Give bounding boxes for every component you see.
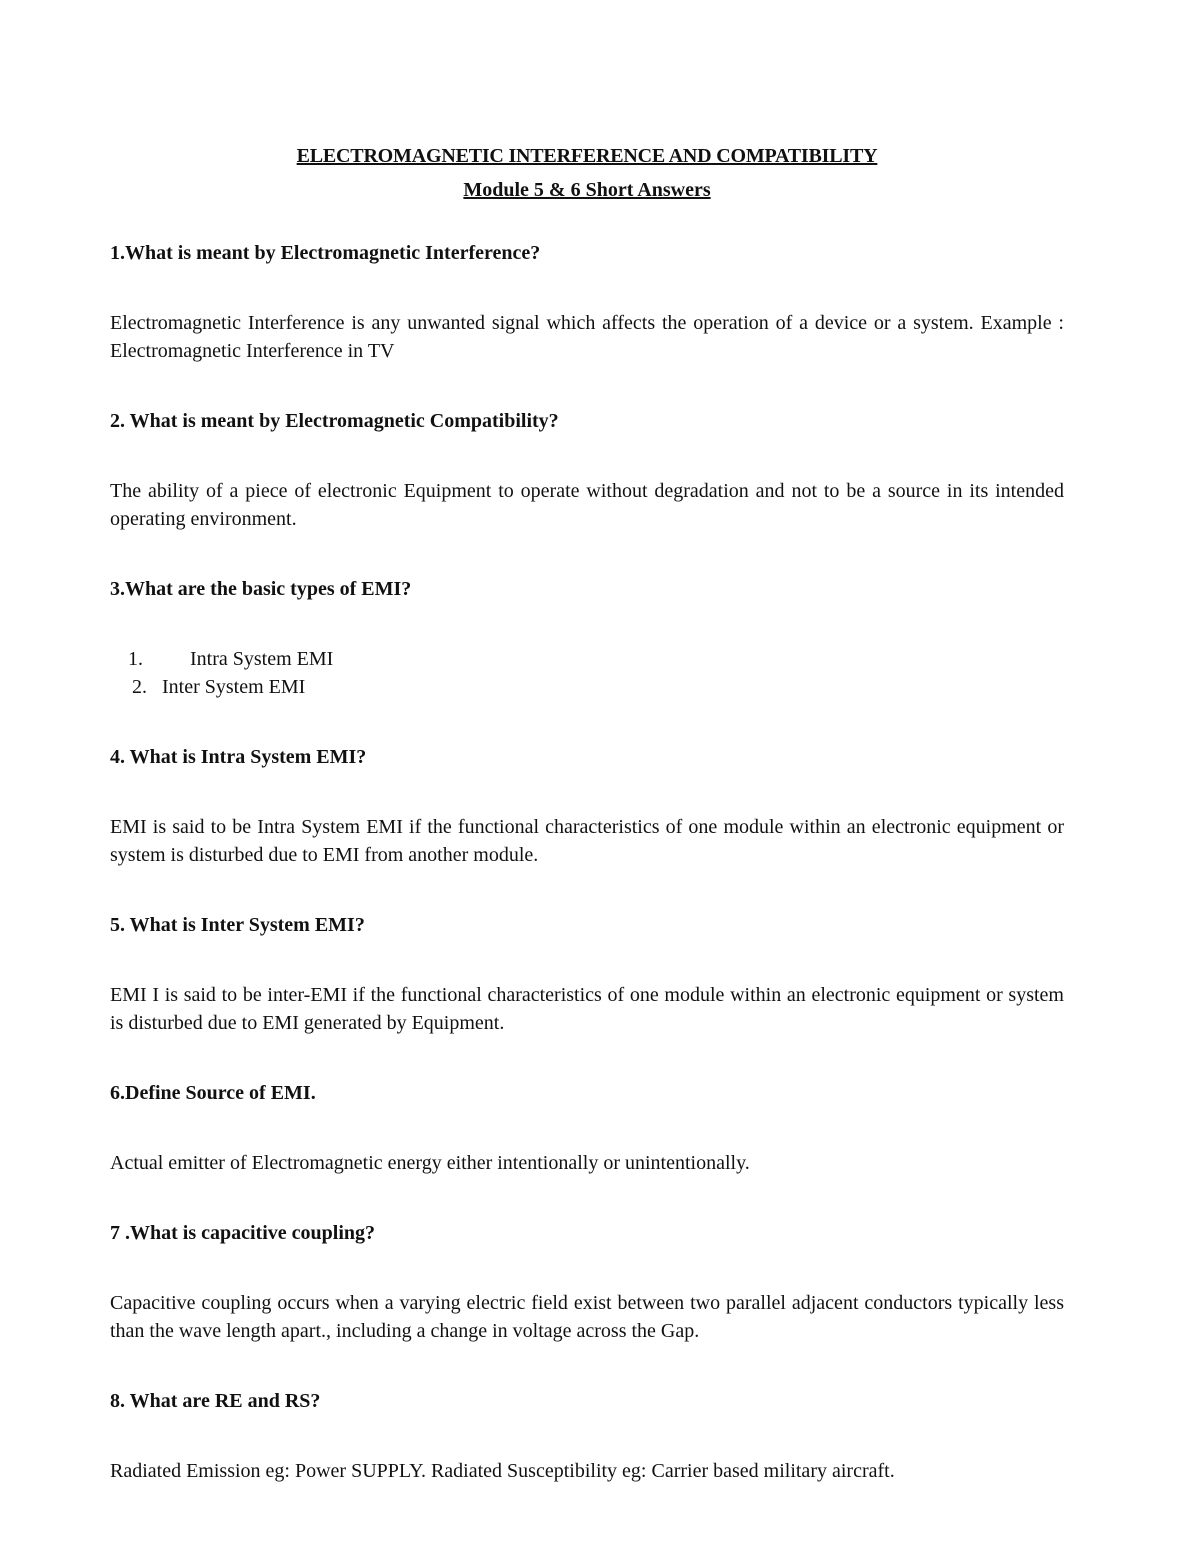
document-page	[110, 142, 1064, 1485]
answer-5: EMI I is said to be inter-EMI if the functional characteristics of one module within an electronic equipment or system is disturbed due to EMI generated by Equipment.	[110, 984, 1064, 1034]
answer-4: EMI is said to be Intra System EMI if the functional characteristics of one module within an electronic equipment or system is disturbed due to EMI from another module.	[110, 816, 1064, 866]
list-item	[110, 673, 1064, 701]
document-title: ELECTROMAGNETIC INTERFERENCE AND COMPATIBILITY	[296, 145, 878, 167]
emi-types-list	[110, 645, 1064, 701]
question-5: 5. What is Inter System EMI?	[110, 914, 365, 936]
question-1: 1.What is meant by Electromagnetic Interference?	[110, 242, 541, 264]
list-item-number: 1.	[128, 648, 143, 670]
question-8: 8. What are RE and RS?	[110, 1390, 321, 1412]
question-2: 2. What is meant by Electromagnetic Compatibility?	[110, 410, 559, 432]
answer-8: Radiated Emission eg: Power SUPPLY. Radiated Susceptibility eg: Carrier based military aircraft.	[110, 1460, 895, 1482]
question-4: 4. What is Intra System EMI?	[110, 746, 367, 768]
document-subtitle: Module 5 & 6 Short Answers	[463, 179, 711, 201]
answer-1: Electromagnetic Interference is any unwanted signal which affects the operation of a device or a system. Example : Electromagnetic Interference in TV	[110, 312, 1064, 362]
list-item-text: Inter System EMI	[162, 676, 306, 698]
list-item-text: Intra System EMI	[190, 648, 334, 670]
answer-2: The ability of a piece of electronic Equipment to operate without degradation and not to be a source in its intended operating environment.	[110, 480, 1064, 530]
answer-7: Capacitive coupling occurs when a varying electric field exist between two parallel adjacent conductors typically less than the wave length apart., including a change in voltage across the Gap.	[110, 1292, 1064, 1342]
answer-6: Actual emitter of Electromagnetic energy either intentionally or unintentionally.	[110, 1152, 750, 1174]
question-6: 6.Define Source of EMI.	[110, 1082, 316, 1104]
list-item	[110, 645, 1064, 673]
question-7: 7 .What is capacitive coupling?	[110, 1222, 376, 1244]
question-3: 3.What are the basic types of EMI?	[110, 578, 412, 600]
list-item-number: 2.	[132, 676, 147, 698]
